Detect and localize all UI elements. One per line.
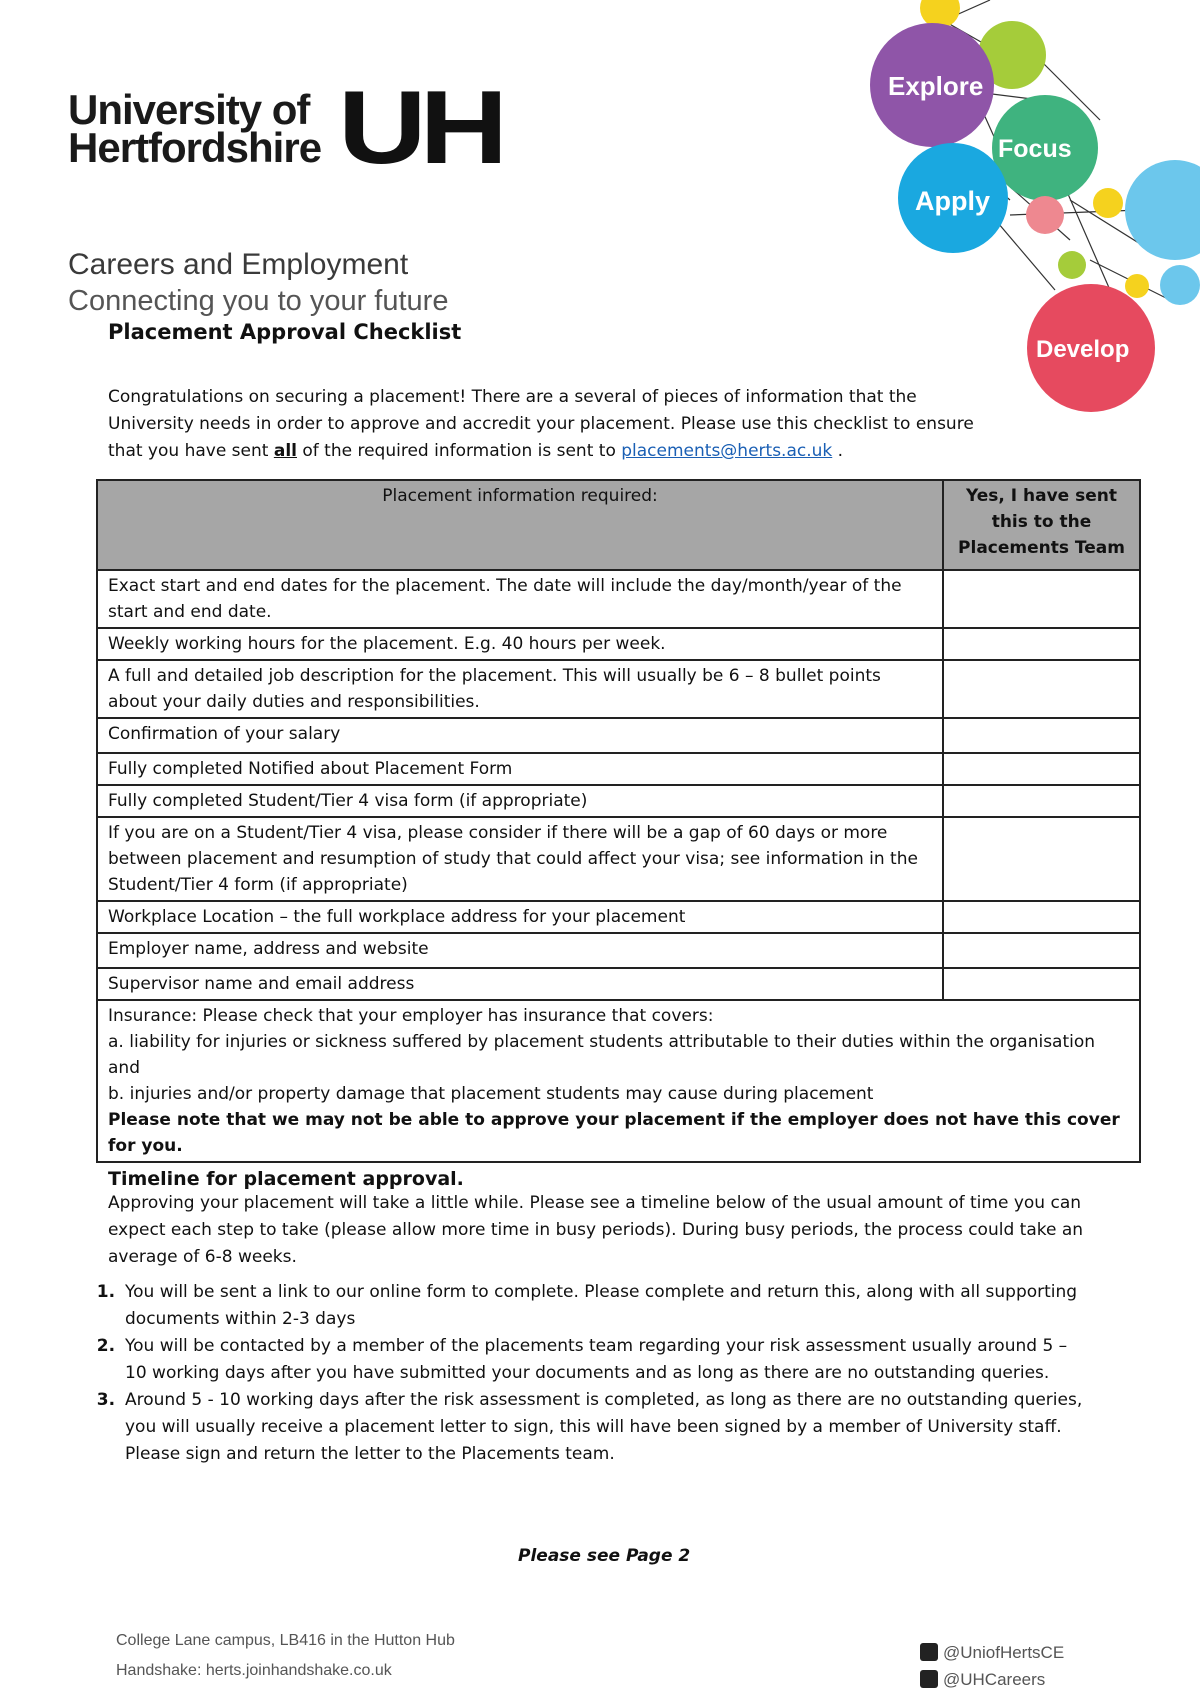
timeline-step: 3. Around 5 - 10 working days after the risk assessment is completed, as long as there are no outstanding queries, you will usually receive a placement letter to sign, this will have been signed by a member of University staff. Please sign and return the letter to the Placements team. bbox=[121, 1387, 1093, 1468]
instagram-handle[interactable] bbox=[920, 1670, 1045, 1690]
timeline-step: 1. You will be sent a link to our online form to complete. Please complete and return this, along with all supporting documents within 2-3 days bbox=[121, 1279, 1093, 1333]
intro-paragraph bbox=[108, 384, 988, 465]
careers-subtitle: Connecting you to your future bbox=[68, 285, 449, 317]
row-text: Exact start and end dates for the placement. The date will include the day/month/year of the start and end date. bbox=[97, 570, 943, 628]
timeline-intro: Approving your placement will take a little while. Please see a timeline below of the usual amount of time you can expect each step to take (please allow more time in busy periods). During busy periods, the process could take an average of 6-8 weeks. bbox=[108, 1193, 1084, 1267]
table-header-row bbox=[97, 480, 1140, 570]
logo-mark: UH bbox=[338, 70, 502, 186]
table-row bbox=[97, 660, 1140, 718]
logo-line2: Hertfordshire bbox=[68, 124, 322, 171]
check-cell[interactable] bbox=[943, 628, 1140, 660]
doc-title: Placement Approval Checklist bbox=[108, 320, 462, 344]
university-logo bbox=[68, 70, 508, 186]
header-info-required: Placement information required: bbox=[97, 480, 943, 570]
table-row bbox=[97, 933, 1140, 968]
twitter-icon bbox=[920, 1643, 938, 1661]
pink-dot bbox=[1026, 196, 1064, 234]
check-cell[interactable] bbox=[943, 968, 1140, 1000]
sky-bubble bbox=[1125, 160, 1200, 260]
insurance-note: Please note that we may not be able to approve your placement if the employer does not have this cover for you. bbox=[108, 1110, 1120, 1156]
timeline-title: Timeline for placement approval. bbox=[108, 1168, 464, 1190]
row-text: Confirmation of your salary bbox=[97, 718, 943, 753]
insurance-cell bbox=[97, 1000, 1140, 1162]
table-row bbox=[97, 718, 1140, 753]
intro-text-2: of the required information is sent to bbox=[296, 441, 622, 461]
bubble-apply-label: Apply bbox=[915, 186, 991, 216]
insurance-row bbox=[97, 1000, 1140, 1162]
header-yes-sent: Yes, I have sent this to the Placements Team bbox=[943, 480, 1140, 570]
row-text: Workplace Location – the full workplace address for your placement bbox=[97, 901, 943, 933]
check-cell[interactable] bbox=[943, 660, 1140, 718]
instagram-text: @UHCareers bbox=[943, 1670, 1046, 1689]
insurance-line3: b. injuries and/or property damage that placement students may cause during placement bbox=[108, 1084, 874, 1104]
timeline-step: 2. You will be contacted by a member of the placements team regarding your risk assessment usually around 5 – 10 working days after you have submitted your documents and as long as there are no outstanding queries. bbox=[121, 1333, 1093, 1387]
check-cell[interactable] bbox=[943, 785, 1140, 817]
check-cell[interactable] bbox=[943, 718, 1140, 753]
row-text: Employer name, address and website bbox=[97, 933, 943, 968]
yellow-dot bbox=[1093, 188, 1123, 218]
placements-email-link[interactable]: placements@herts.ac.uk bbox=[621, 441, 833, 461]
intro-emphasis: all bbox=[273, 441, 297, 461]
timeline-section bbox=[108, 1168, 1093, 1468]
row-text: Weekly working hours for the placement. E.g. 40 hours per week. bbox=[97, 628, 943, 660]
bubble-explore-label: Explore bbox=[888, 71, 984, 101]
row-text: A full and detailed job description for the placement. This will usually be 6 – 8 bullet points about your daily duties and responsibilities. bbox=[97, 660, 943, 718]
intro-text-end: . bbox=[832, 441, 844, 461]
instagram-icon bbox=[920, 1670, 938, 1688]
footer-handshake: Handshake: herts.joinhandshake.co.uk bbox=[116, 1662, 392, 1679]
page-note: Please see Page 2 bbox=[518, 1546, 691, 1566]
check-cell[interactable] bbox=[943, 753, 1140, 785]
table-row bbox=[97, 817, 1140, 901]
row-text: Supervisor name and email address bbox=[97, 968, 943, 1000]
table-row bbox=[97, 628, 1140, 660]
table-row bbox=[97, 968, 1140, 1000]
row-text: Fully completed Student/Tier 4 visa form (if appropriate) bbox=[97, 785, 943, 817]
twitter-text: @UniofHertsCE bbox=[943, 1643, 1065, 1662]
table-row bbox=[97, 753, 1140, 785]
table-row bbox=[97, 785, 1140, 817]
careers-title: Careers and Employment bbox=[68, 248, 409, 281]
decorative-bubbles bbox=[840, 0, 1200, 420]
twitter-handle[interactable] bbox=[920, 1643, 1064, 1663]
check-cell[interactable] bbox=[943, 933, 1140, 968]
check-cell[interactable] bbox=[943, 901, 1140, 933]
lime-dot bbox=[1058, 251, 1086, 279]
intro-text-1: Congratulations on securing a placement! There are a several of pieces of information that the University needs in order to approve and accredit your placement. Please use this checklist to ensure that you have sent bbox=[108, 387, 974, 461]
table-row bbox=[97, 570, 1140, 628]
table-row bbox=[97, 901, 1140, 933]
sky-dot bbox=[1160, 265, 1200, 305]
checklist-table bbox=[96, 479, 1141, 1163]
yellow-dot-small bbox=[1125, 274, 1149, 298]
timeline-steps bbox=[94, 1279, 1093, 1468]
row-text: Fully completed Notified about Placement Form bbox=[97, 753, 943, 785]
logo-line1: University of bbox=[68, 86, 310, 133]
check-cell[interactable] bbox=[943, 817, 1140, 901]
bubble-develop-label: Develop bbox=[1036, 336, 1130, 363]
insurance-line2: a. liability for injuries or sickness suffered by placement students attributable to their duties within the organisation and bbox=[108, 1032, 1096, 1078]
insurance-line1: Insurance: Please check that your employer has insurance that covers: bbox=[108, 1006, 714, 1026]
footer-address: College Lane campus, LB416 in the Hutton Hub bbox=[116, 1632, 455, 1649]
bubble-focus-label: Focus bbox=[998, 135, 1072, 163]
check-cell[interactable] bbox=[943, 570, 1140, 628]
row-text: If you are on a Student/Tier 4 visa, please consider if there will be a gap of 60 days or more between placement and resumption of study that could affect your visa; see information in the Student/Tier 4 form (if appropriate) bbox=[97, 817, 943, 901]
